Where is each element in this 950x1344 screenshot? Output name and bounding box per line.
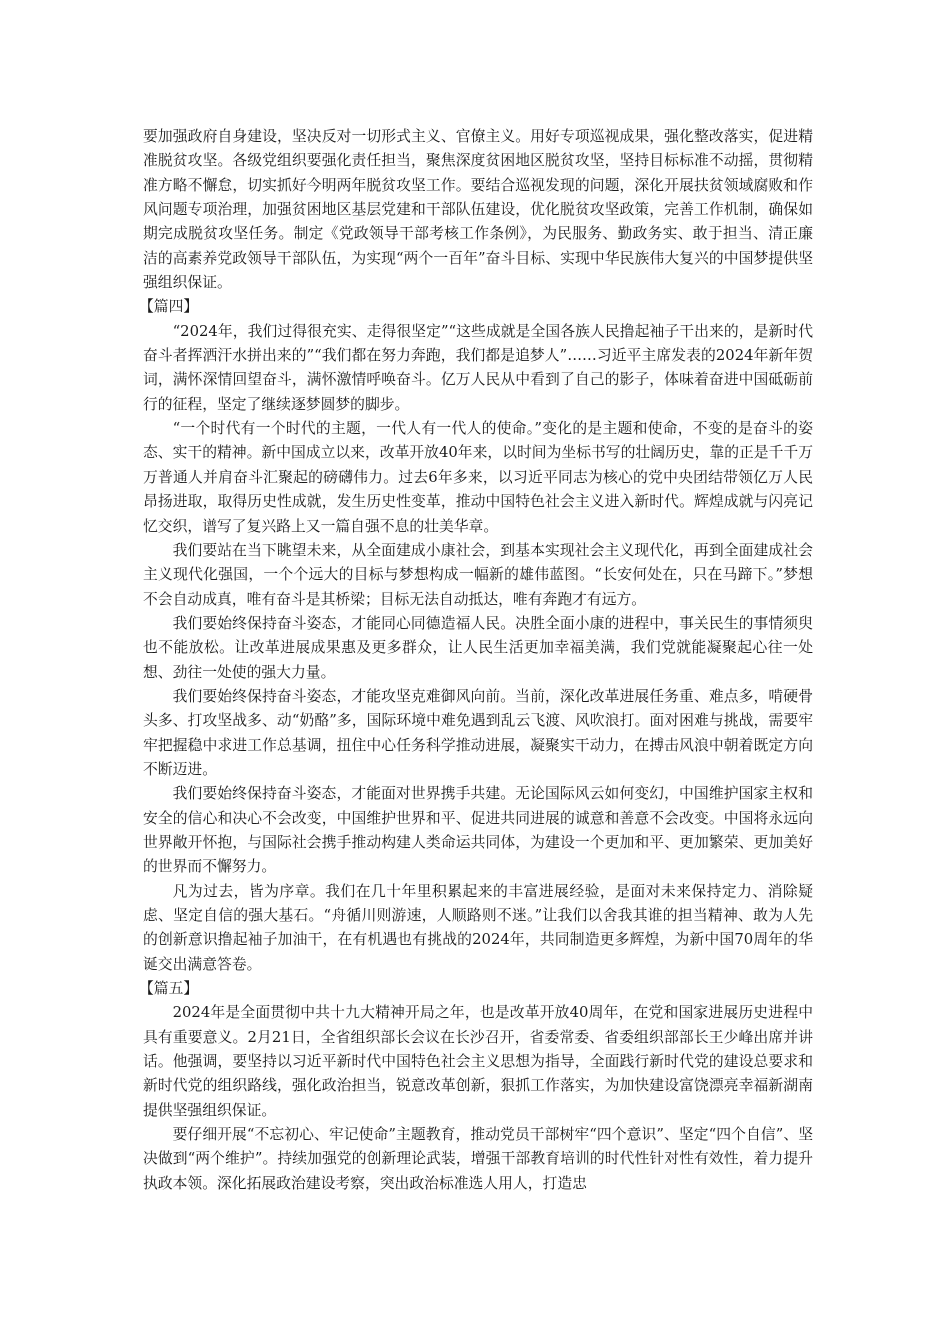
paragraph: “一个时代有一个时代的主题，一代人有一代人的使命。”变化的是主题和使命，不变的是奋斗的姿态、实干的精神。新中国成立以来，改革开放40年来，以时间为坐标书写的壮阔历史，靠的正是千千万万普通人并肩奋斗汇聚起的磅礴伟力。过去6年多来，以习近平同志为核心的党中央团结带领亿万人民昂扬进取，取得历史性成就，发生历史性变革，推动中国特色社会主义进入新时代。辉煌成就与闪亮记忆交织，谱写了复兴路上又一篇自强不息的壮美华章。 <box>143 420 813 535</box>
section-heading: 【篇五】 <box>139 980 199 998</box>
paragraph: 要加强政府自身建设，坚决反对一切形式主义、官僚主义。用好专项巡视成果，强化整改落实，促进精准脱贫攻坚。各级党组织要强化责任担当，聚焦深度贫困地区脱贫攻坚，坚持目标标准不动摇，贯彻精准方略不懈怠，切实抓好今明两年脱贫攻坚工作。要结合巡视发现的问题，深化开展扶贫领域腐败和作风问题专项治理，加强贫困地区基层党建和干部队伍建设，优化脱贫攻坚政策，完善工作机制，确保如期完成脱贫攻坚任务。制定《党政领导干部考核工作条例》，为民服务、勤政务实、敢于担当、清正廉洁的高素养党政领导干部队伍，为实现“两个一百年”奋斗目标、实现中华民族伟大复兴的中国梦提供坚强组织保证。 <box>143 128 813 292</box>
paragraph: 要仔细开展“不忘初心、牢记使命”主题教育，推动党员干部树牢“四个意识”、坚定“四个自信”、坚决做到“两个维护”。持续加强党的创新理论武装，增强干部教育培训的时代性针对性有效性，着力提升执政本领。深化拓展政治建设考察，突出政治标准选人用人，打造忠 <box>143 1126 813 1192</box>
document-body <box>139 125 813 1196</box>
section-heading: 【篇四】 <box>139 298 199 316</box>
paragraph: “2024年，我们过得很充实、走得很坚定”“这些成就是全国各族人民撸起袖子干出来的，是新时代奋斗者挥洒汗水拼出来的”“我们都在努力奔跑，我们都是追梦人”……习近平主席发表的2024年新年贺词，满怀深情回望奋斗，满怀激情呼唤奋斗。亿万人民从中看到了自己的影子，体味着奋进中国砥砺前行的征程，坚定了继续逐梦圆梦的脚步。 <box>143 322 813 413</box>
paragraph: 凡为过去，皆为序章。我们在几十年里积累起来的丰富进展经验，是面对未来保持定力、消除疑虑、坚定自信的强大基石。“舟循川则游速，人顺路则不迷。”让我们以舍我其谁的担当精神、敢为人先的创新意识撸起袖子加油干，在有机遇也有挑战的2024年，共同制造更多辉煌，为新中国70周年的华诞交出满意答卷。 <box>143 882 813 973</box>
paragraph: 我们要始终保持奋斗姿态，才能攻坚克难御风向前。当前，深化改革进展任务重、难点多，啃硬骨头多、打攻坚战多、动“奶酪”多，国际环境中难免遇到乱云飞渡、风吹浪打。面对困难与挑战，需要牢牢把握稳中求进工作总基调，扭住中心任务科学推动进展，凝聚实干动力，在搏击风浪中朝着既定方向不断迈进。 <box>143 687 813 778</box>
paragraph: 2024年是全面贯彻中共十九大精神开局之年，也是改革开放40周年，在党和国家进展历史进程中具有重要意义。2月21日，全省组织部长会议在长沙召开，省委常委、省委组织部部长王少峰出席并讲话。他强调，要坚持以习近平新时代中国特色社会主义思想为指导，全面践行新时代党的建设总要求和新时代党的组织路线，强化政治担当，锐意改革创新，狠抓工作落实，为加快建设富饶漂亮幸福新湖南提供坚强组织保证。 <box>143 1004 813 1119</box>
paragraph: 我们要站在当下眺望未来，从全面建成小康社会，到基本实现社会主义现代化，再到全面建成社会主义现代化强国，一个个远大的目标与梦想构成一幅新的雄伟蓝图。“长安何处在，只在马蹄下。”梦想不会自动成真，唯有奋斗是其桥梁；目标无法自动抵达，唯有奔跑才有远方。 <box>143 541 813 608</box>
paragraph: 我们要始终保持奋斗姿态，才能同心同德造福人民。决胜全面小康的进程中，事关民生的事情须臾也不能放松。让改革进展成果惠及更多群众，让人民生活更加幸福美满，我们党就能凝聚起心往一处想、劲往一处使的强大力量。 <box>143 614 813 681</box>
paragraph: 我们要始终保持奋斗姿态，才能面对世界携手共建。无论国际风云如何变幻，中国维护国家主权和安全的信心和决心不会改变，中国维护世界和平、促进共同进展的诚意和善意不会改变。中国将永远向世界敞开怀抱，与国际社会携手推动构建人类命运共同体，为建设一个更加和平、更加繁荣、更加美好的世界而不懈努力。 <box>143 785 813 876</box>
